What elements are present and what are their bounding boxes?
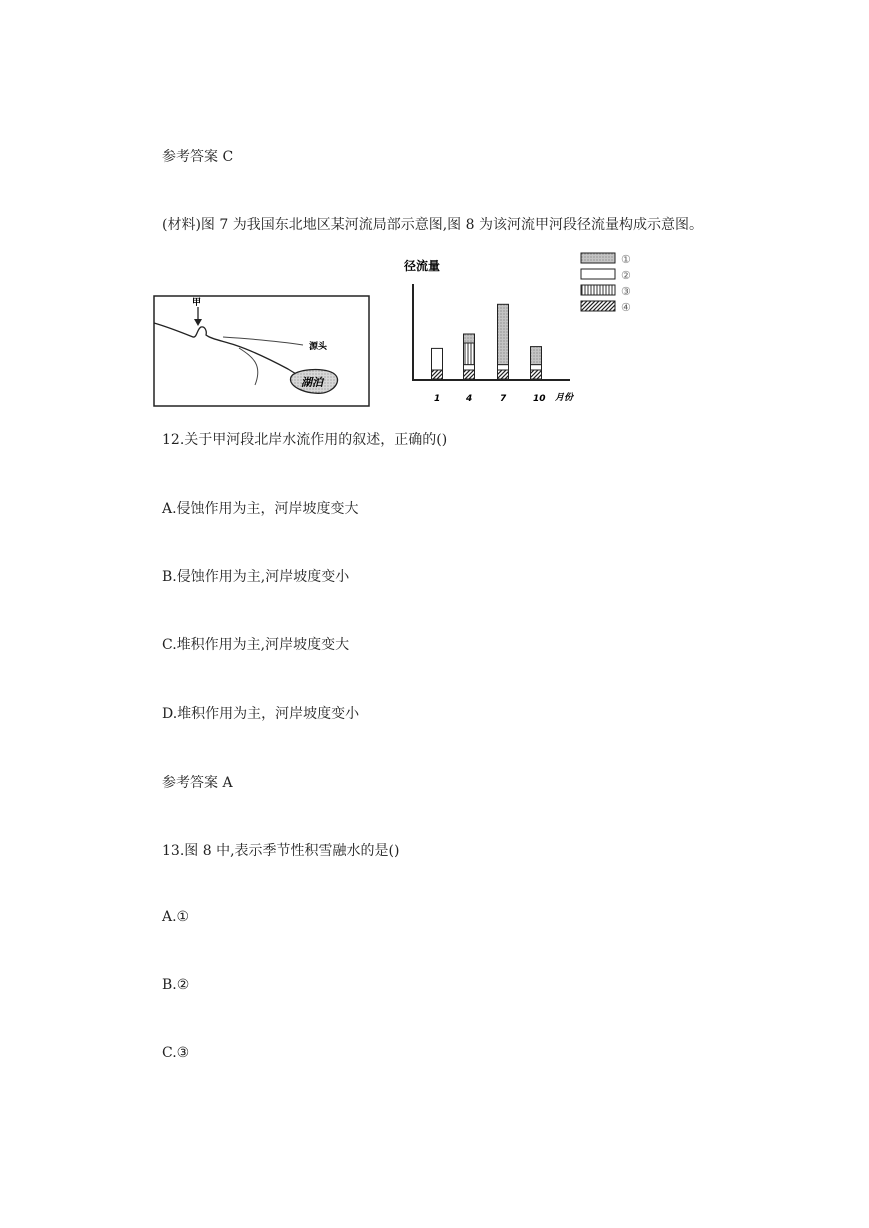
q12-option-d: D.堆积作用为主，河岸坡度变小 <box>162 706 360 722</box>
label-lake: 湖泊 <box>301 376 323 389</box>
bar-segment-4-④ <box>464 370 475 379</box>
x-tick-labels-group <box>434 394 546 404</box>
x-tick-label-4: 4 <box>466 394 473 404</box>
previous-answer: 参考答案 C <box>162 149 234 165</box>
x-tick-label-1: 1 <box>434 394 441 404</box>
legend-label-4: ④ <box>621 301 631 314</box>
x-tick-label-7: 7 <box>500 394 507 404</box>
bar-segment-10-① <box>531 347 542 365</box>
legend-label-3: ③ <box>621 285 631 298</box>
river-map-figure <box>153 295 371 409</box>
legend-swatch-2 <box>581 269 615 279</box>
x-axis-label: 月份 <box>555 393 574 403</box>
chart-legend <box>581 253 631 314</box>
bar-segment-7-④ <box>498 370 509 379</box>
q12-option-c: C.堆积作用为主,河岸坡度变大 <box>162 637 350 653</box>
q12-stem: 12.关于甲河段北岸水流作用的叙述，正确的() <box>162 432 448 448</box>
runoff-chart-figure <box>398 250 648 412</box>
material-intro: (材料)图 7 为我国东北地区某河流局部示意图,图 8 为该河流甲河段径流量构成示意图。 <box>162 217 703 233</box>
x-tick-label-10: 10 <box>533 394 546 404</box>
bar-segment-4-③ <box>464 343 475 365</box>
map-frame <box>154 296 369 406</box>
q13-option-b: B.② <box>162 977 190 993</box>
chart-title: 径流量 <box>404 259 441 273</box>
bar-segment-10-④ <box>531 370 542 379</box>
answer-12: 参考答案 A <box>162 775 233 791</box>
bar-segment-4-① <box>464 334 475 343</box>
bar-segment-7-① <box>498 304 509 364</box>
legend-label-1: ① <box>621 253 631 266</box>
bar-segment-4-② <box>464 365 475 370</box>
legend-swatch-1 <box>581 253 615 263</box>
bar-segment-1-② <box>432 348 443 370</box>
bar-segment-1-④ <box>432 370 443 379</box>
q13-stem: 13.图 8 中,表示季节性积雪融水的是() <box>162 843 400 859</box>
q12-option-b: B.侵蚀作用为主,河岸坡度变小 <box>162 569 350 585</box>
bar-segment-7-② <box>498 365 509 370</box>
legend-swatch-3 <box>581 285 615 295</box>
q13-option-c: C.③ <box>162 1045 190 1061</box>
q13-option-a: A.① <box>162 909 190 925</box>
bar-segment-10-② <box>531 365 542 370</box>
q12-option-a: A.侵蚀作用为主，河岸坡度变大 <box>162 501 359 517</box>
legend-swatch-4 <box>581 301 615 311</box>
label-source: 源头 <box>309 342 328 352</box>
label-jia: 甲 <box>192 298 202 308</box>
bars-group <box>432 304 542 379</box>
legend-label-2: ② <box>621 269 631 282</box>
